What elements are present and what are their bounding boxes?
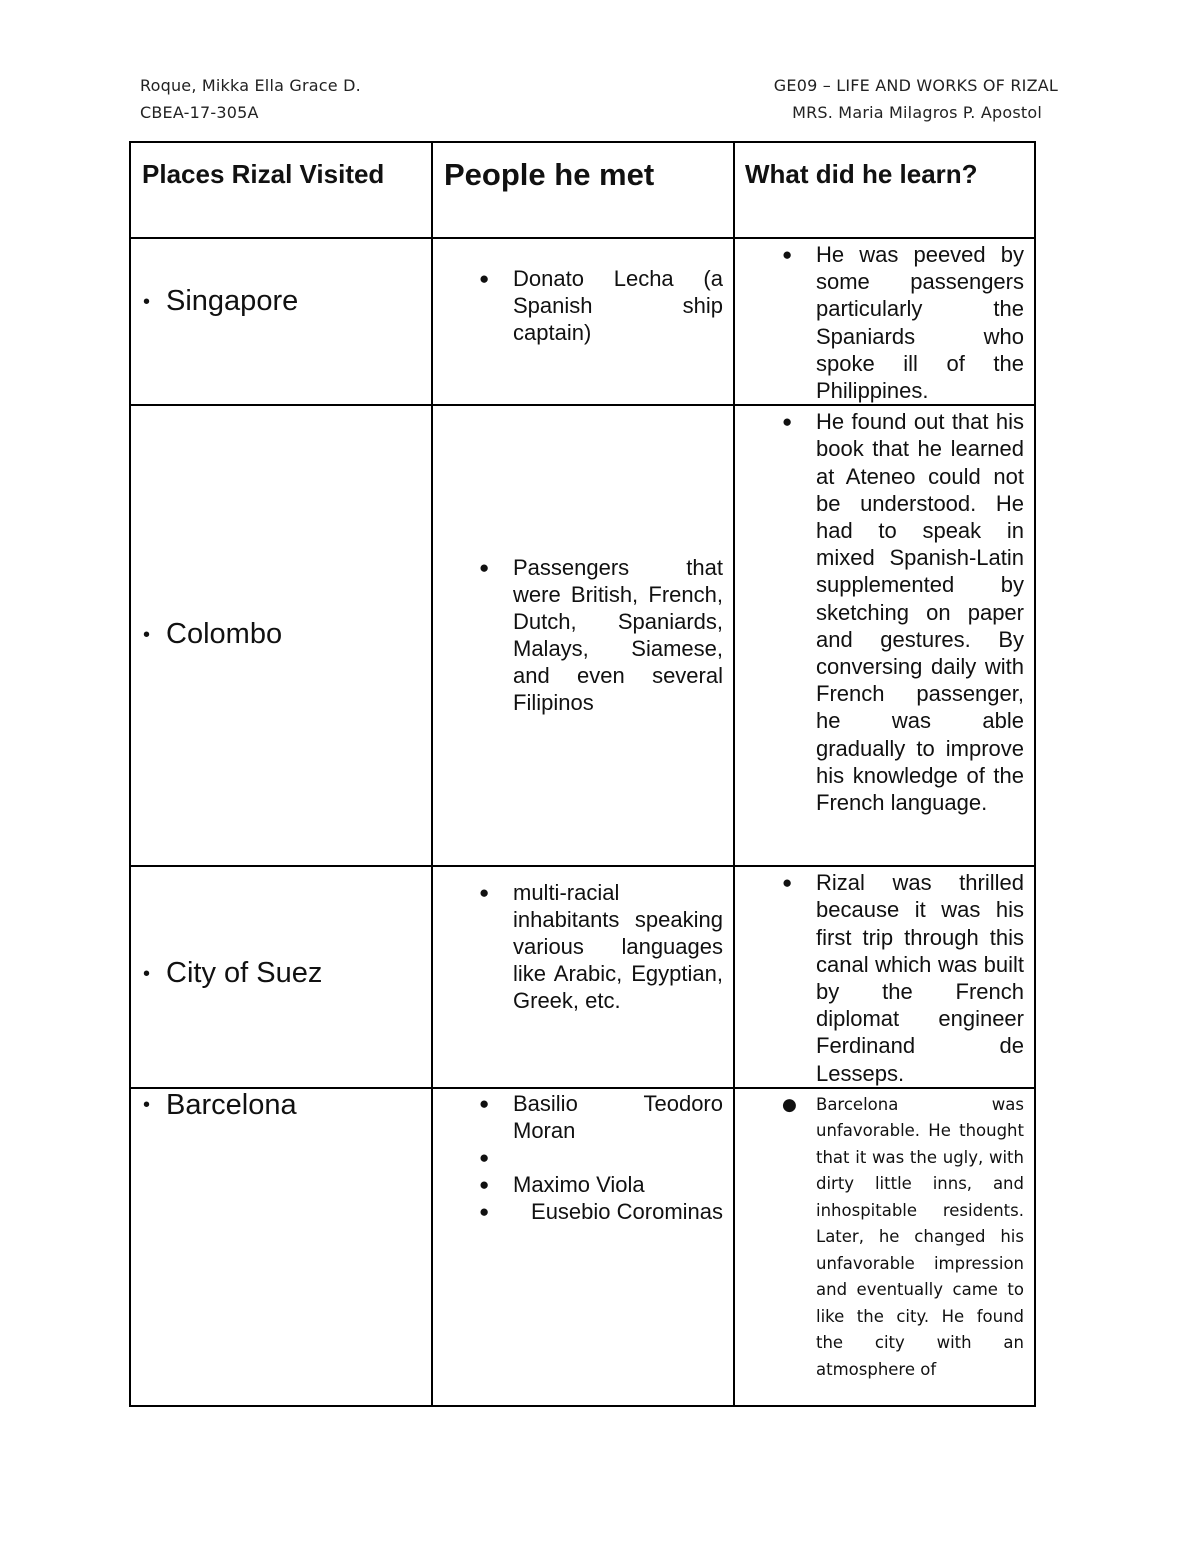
column-header-people: People he met (432, 142, 734, 238)
list-item: ● He found out that his book that he learned at Ateneo could not be understood. He had to speak in mixed Spanish-Latin supplemented by sketching on paper and gestures. By conversing daily with French passenger, he was able gradually to improve his knowledge of the French language. (782, 409, 1024, 816)
bullet-icon: • (143, 290, 151, 313)
place-cell (130, 1088, 432, 1406)
place-name: Barcelona (166, 1088, 297, 1121)
place-cell (130, 866, 432, 1088)
column-header-learned: What did he learn? (734, 142, 1035, 238)
rizal-travel-table (129, 141, 1036, 1407)
people-cell (432, 866, 734, 1088)
people-cell (432, 405, 734, 866)
bullet-icon: ● (782, 245, 793, 264)
bullet-icon: • (143, 623, 151, 646)
place-cell (130, 405, 432, 866)
table-row (130, 238, 1035, 405)
bullet-icon: ● (479, 1147, 490, 1167)
list-item: ● He was peeved by some passengers particularly the Spaniards who spoke ill of the Philippines. (782, 242, 1024, 404)
table-row (130, 405, 1035, 866)
course-title: GE09 – LIFE AND WORKS OF RIZAL (773, 76, 1058, 95)
learned-cell (734, 405, 1035, 866)
list-item: ● Donato Lecha (a Spanish ship captain) (479, 266, 723, 345)
bullet-icon: ● (782, 1094, 797, 1115)
student-name: Roque, Mikka Ella Grace D. (140, 76, 361, 95)
bullet-icon: • (143, 1094, 151, 1117)
table-header-row (130, 142, 1035, 238)
table-row (130, 866, 1035, 1088)
column-header-places: Places Rizal Visited (130, 142, 432, 238)
bullet-icon: ● (479, 1201, 490, 1221)
bullet-icon: ● (479, 1093, 490, 1113)
place-cell (130, 238, 432, 405)
list-item: ● Maximo Viola (479, 1171, 645, 1197)
list-item: ● Passengers that were British, French, Dutch, Spaniards, Malays, Siamese, and even several Filipinos (479, 555, 723, 716)
class-section: CBEA-17-305A (140, 103, 259, 122)
table-row (130, 1088, 1035, 1406)
list-item: ● Basilio Teodoro Moran (479, 1090, 723, 1143)
place-name: Singapore (166, 285, 299, 317)
learned-cell (734, 238, 1035, 405)
list-item: ● multi-racial inhabitants speaking various languages like Arabic, Egyptian, Greek, etc. (479, 880, 723, 1014)
place-name: City of Suez (166, 957, 323, 990)
list-item: ● Barcelona was unfavorable. He thought that it was the ugly, with dirty little inns, and inhospitable residents. Later, he changed his unfavorable impression and eventually came to like the city. He found the city with an atmosphere of (816, 1092, 1024, 1384)
list-item: ● Eusebio Corominas (479, 1198, 723, 1224)
learned-cell (734, 1088, 1035, 1406)
people-cell (432, 1088, 734, 1406)
bullet-icon: ● (479, 883, 490, 903)
place-name: Colombo (166, 618, 283, 651)
bullet-icon: ● (479, 1174, 490, 1194)
bullet-icon: ● (782, 412, 793, 432)
people-cell (432, 238, 734, 405)
bullet-icon: ● (479, 269, 490, 288)
list-item: ● Rizal was thrilled because it was his first trip through this canal which was built by the French diplomat engineer Ferdinand de Lesseps. (782, 870, 1024, 1086)
bullet-icon: ● (782, 873, 793, 893)
teacher-name: MRS. Maria Milagros P. Apostol (792, 103, 1042, 122)
list-item (479, 1144, 723, 1171)
learned-cell (734, 866, 1035, 1088)
bullet-icon: ● (479, 558, 490, 578)
bullet-icon: • (143, 962, 151, 985)
